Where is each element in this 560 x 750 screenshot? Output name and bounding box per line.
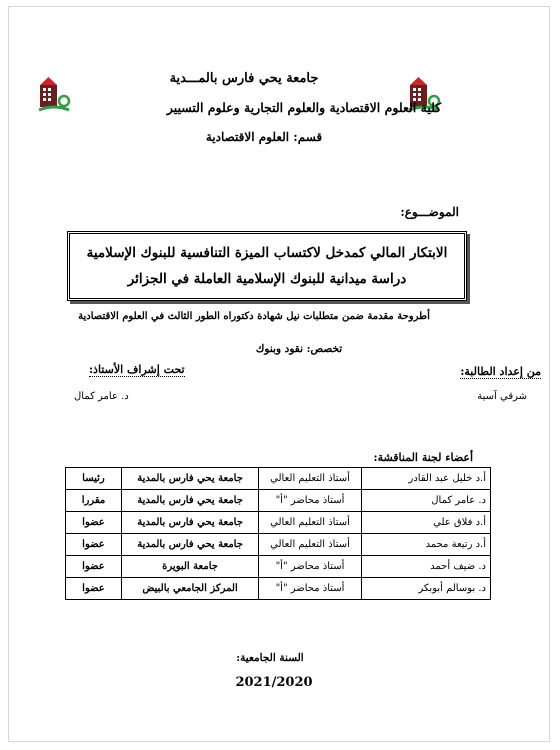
- member-institution: جامعة يحي فارس بالمدية: [121, 512, 258, 534]
- table-row: [66, 534, 491, 556]
- document-page: [8, 6, 550, 742]
- academic-year-value: 2021/2020: [235, 675, 313, 690]
- committee-label: أعضاء لجنة المناقشة:: [373, 451, 473, 464]
- specialization: تخصص: نقود وبنوك: [255, 343, 343, 355]
- supervisor-name: د. عامر كمال: [74, 391, 129, 402]
- member-name: أ.د فلاق علي: [361, 512, 490, 534]
- table-row: [66, 490, 491, 512]
- committee-table: [65, 467, 491, 600]
- table-row: [66, 556, 491, 578]
- table-row: [66, 578, 491, 600]
- thesis-title-line-1: الابتكار المالي كمدخل لاكتساب الميزة التنافسية للبنوك الإسلامية: [86, 245, 448, 261]
- prepared-by-label: من إعداد الطالبة:: [460, 365, 541, 378]
- member-role: مقررا: [66, 490, 122, 512]
- member-rank: أستاذ محاضر "أ": [259, 578, 362, 600]
- thesis-title-box: [67, 231, 467, 301]
- member-institution: جامعة يحي فارس بالمدية: [121, 534, 258, 556]
- member-institution: جامعة يحي فارس بالمدية: [121, 468, 258, 490]
- member-role: عضوا: [66, 578, 122, 600]
- member-role: رئيسا: [66, 468, 122, 490]
- member-role: عضوا: [66, 512, 122, 534]
- member-rank: أستاذ محاضر "أ": [259, 490, 362, 512]
- member-role: عضوا: [66, 534, 122, 556]
- member-institution: المركز الجامعي بالبيض: [121, 578, 258, 600]
- department-name: قسم: العلوم الاقتصادية: [205, 130, 323, 144]
- member-institution: جامعة البويرة: [121, 556, 258, 578]
- member-name: أ.د رتيعة محمد: [361, 534, 490, 556]
- academic-year-label: السنة الجامعية:: [236, 652, 304, 664]
- member-rank: أستاذ التعليم العالي: [259, 468, 362, 490]
- thesis-title-line-2: دراسة ميدانية للبنوك الإسلامية العاملة في الجزائر: [127, 271, 407, 287]
- faculty-name: كلية العلوم الاقتصادية والعلوم التجارية وعلوم التسيير: [166, 100, 442, 115]
- member-rank: أستاذ التعليم العالي: [259, 512, 362, 534]
- supervisor-label: تحت إشراف الأستاذ:: [89, 363, 185, 376]
- student-name: شرقي آسية: [477, 391, 527, 402]
- member-rank: أستاذ التعليم العالي: [259, 534, 362, 556]
- table-row: [66, 512, 491, 534]
- university-name: جامعة يحي فارس بالمـــدية: [169, 71, 319, 86]
- member-name: أ.د خليل عبد القادر: [361, 468, 490, 490]
- member-name: د. بوسالم أبوبكر: [361, 578, 490, 600]
- member-name: د. عامر كمال: [361, 490, 490, 512]
- submission-note: أطروحة مقدمة ضمن متطلبات نيل شهادة دكتوراه الطور الثالث في العلوم الاقتصادية: [78, 311, 430, 322]
- table-row: [66, 468, 491, 490]
- topic-label: الموضـــوع:: [400, 205, 459, 219]
- member-rank: أستاذ محاضر "أ": [259, 556, 362, 578]
- member-institution: جامعة يحي فارس بالمدية: [121, 490, 258, 512]
- member-role: عضوا: [66, 556, 122, 578]
- member-name: د. ضيف أحمد: [361, 556, 490, 578]
